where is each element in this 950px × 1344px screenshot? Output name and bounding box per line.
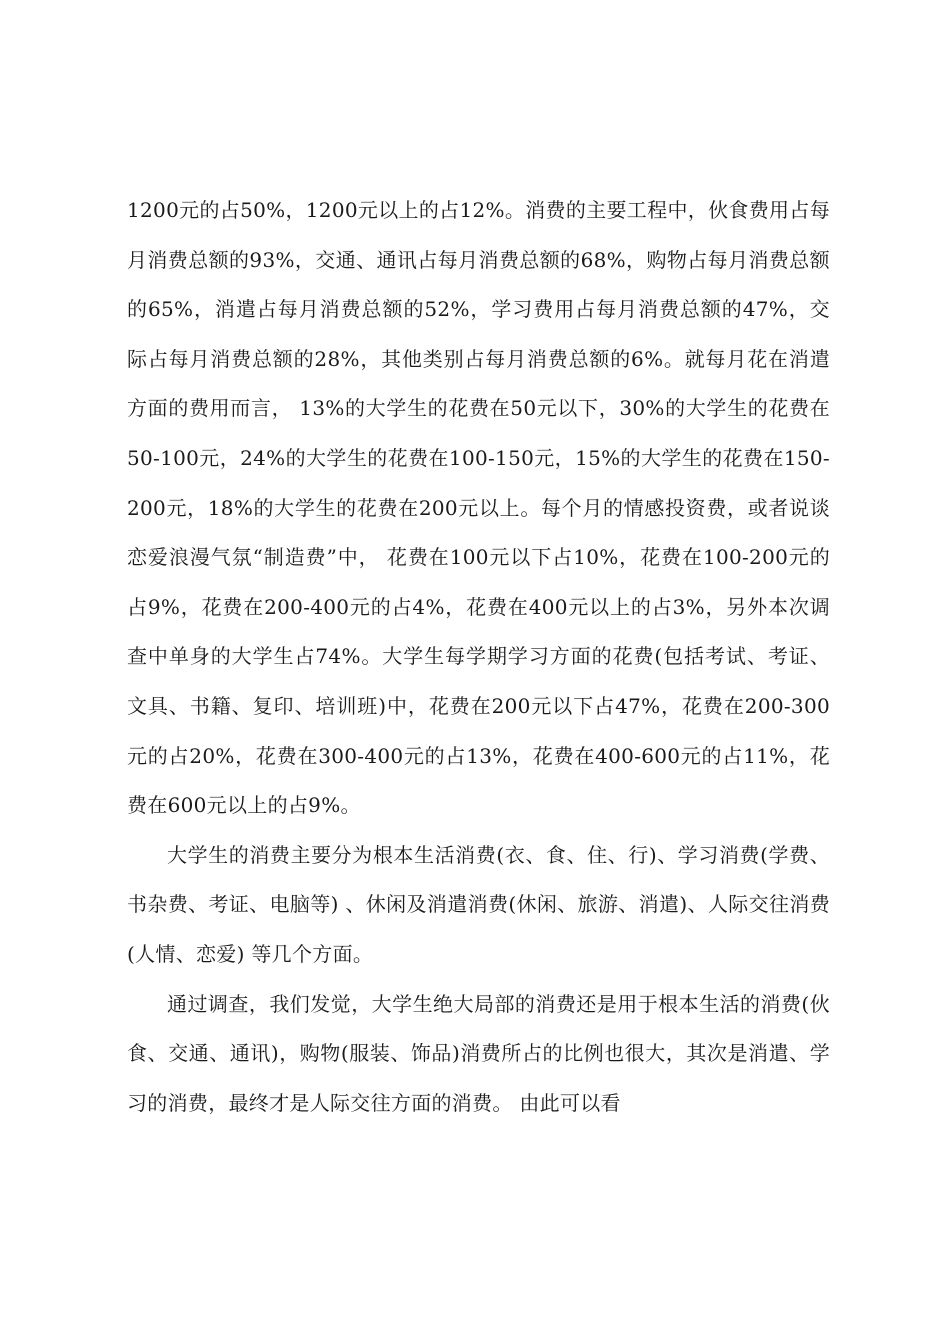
paragraph-consumption-categories: 大学生的消费主要分为根本生活消费(衣、食、住、行)、学习消费(学费、书杂费、考证、电脑等) 、休闲及消遣消费(休闲、旅游、消遣)、人际交往消费(人情、恋爱) 等几个方面。 — [127, 842, 830, 966]
paragraph-spending-statistics: 1200元的占50%，1200元以上的占12%。消费的主要工程中，伙食费用占每月消费总额的93%，交通、通讯占每月消费总额的68%，购物占每月消费总额的65%，消遣占每月消费总额的52%，学习费用占每月消费总额的47%，交际占每月消费总额的28%，其他类别占每月消费总额的6%。就每月花在消遣方面的费用而言， 13%的大学生的花费在50元以下，30%的大学生的花费在50-100元，24%的大学生的花费在100-150元，15%的大学生的花费在150-200元，18%的大学生的花费在200元以上。每个月的情感投资费，或者说谈恋爱浪漫气氛“制造费”中， 花费在100元以下占10%，花费在100-200元的占9%，花费在200-400元的占4%，花费在400元以上的占3%，另外本次调查中单身的大学生占74%。大学生每学期学习方面的花费(包括考试、考证、文具、书籍、复印、培训班)中，花费在200元以下占47%，花费在200-300元的占20%，花费在300-400元的占13%，花费在400-600元的占11%，花费在600元以上的占9%。 — [127, 198, 830, 818]
paragraph-survey-findings: 通过调查，我们发觉，大学生绝大局部的消费还是用于根本生活的消费(伙食、交通、通讯)，购物(服装、饰品)消费所占的比例也很大，其次是消遣、学习的消费，最终才是人际交往方面的消费。 由此可以看 — [127, 991, 830, 1115]
document-body — [127, 186, 830, 1128]
